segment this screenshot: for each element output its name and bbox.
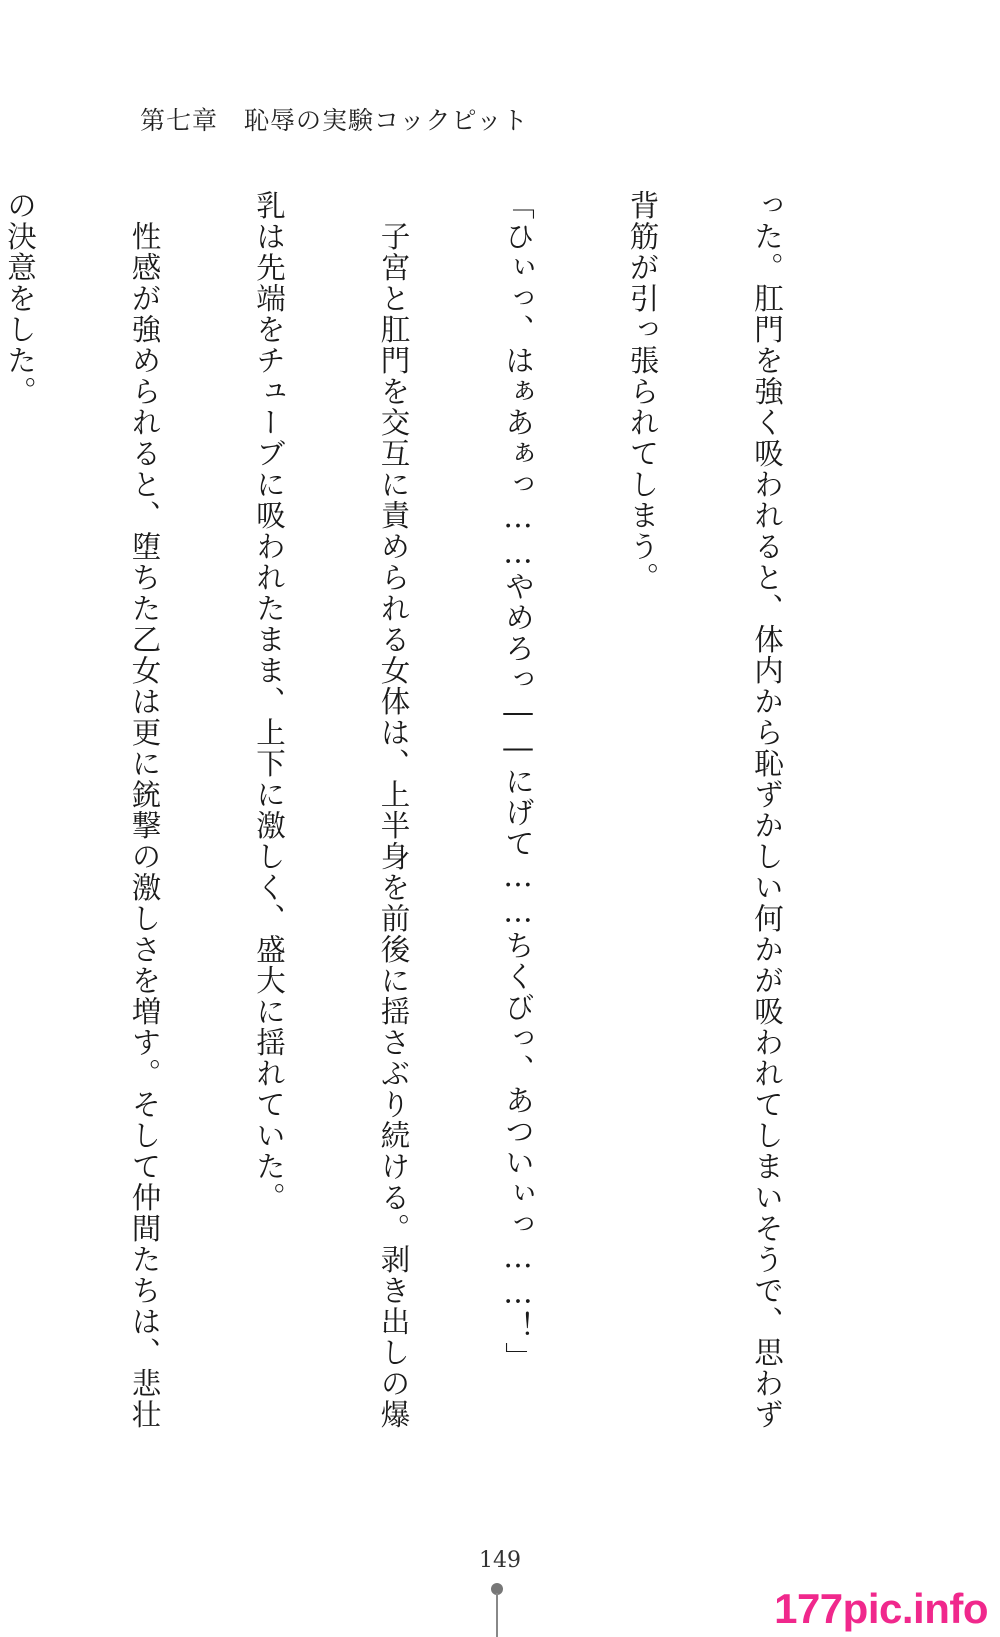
text-line: 性感が強められると、堕ちた乙女は更に銃撃の激しさを増す。そして仲間たちは、悲壮	[127, 190, 162, 1430]
folio-ornament	[496, 1583, 498, 1637]
text-line: った。肛門を強く吸われると、体内から恥ずかしい何かが吸われてしまいそうで、思わず	[750, 190, 784, 1430]
watermark: 177pic.info	[774, 1585, 988, 1632]
body-text	[0, 190, 870, 1430]
text-line: 「ひぃっ、はぁあぁっ……やめろっ――にげて……ちくびっ、あついぃっ……！」	[501, 190, 535, 1373]
text-line: 子宮と肛門を交互に責められる女体は、上半身を前後に揺さぶり続ける。剥き出しの爆	[376, 190, 411, 1430]
text-line: 乳は先端をチューブに吸われたまま、上下に激しく、盛大に揺れていた。	[252, 190, 286, 1213]
text-line: の決意をした。	[3, 190, 37, 407]
chapter-title: 第七章 恥辱の実験コックピット	[140, 106, 529, 135]
text-line: 背筋が引っ張られてしまう。	[625, 190, 660, 593]
page-number: 149	[479, 1548, 521, 1573]
ornament-stem	[496, 1593, 498, 1637]
